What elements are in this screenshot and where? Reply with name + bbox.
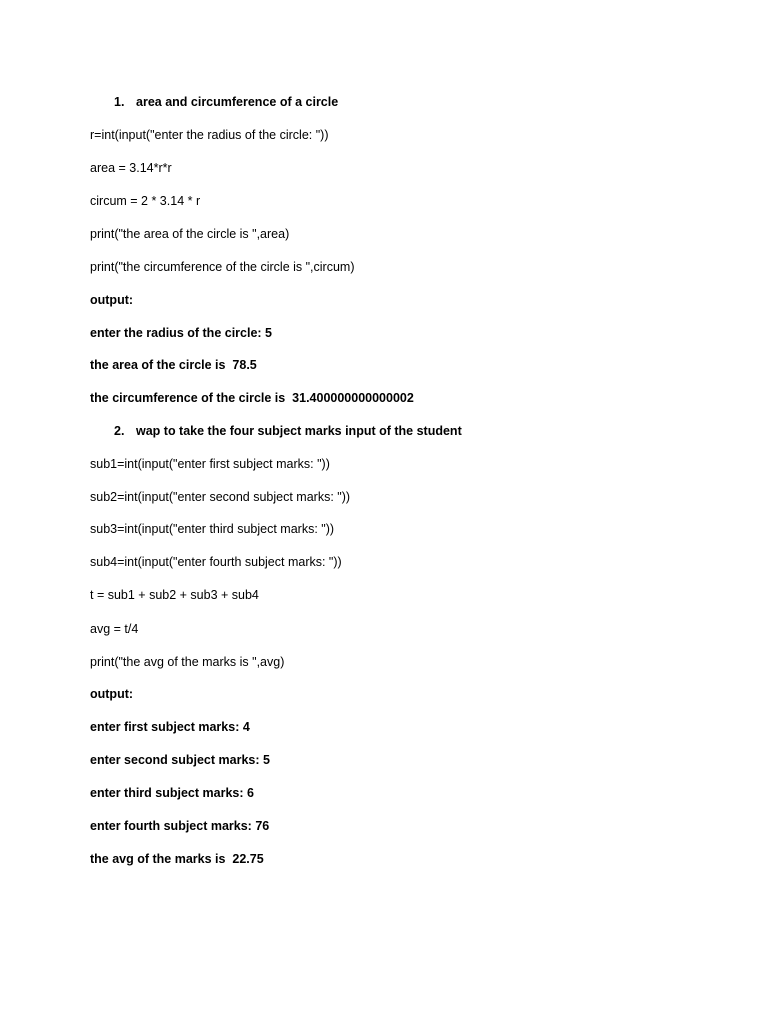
section-2-number: 2. [114,424,125,438]
output-line: enter second subject marks: 5 [90,753,270,767]
output-label: output: [90,293,134,307]
code-line: print("the area of the circle is ",area) [90,227,290,241]
code-line: print("the circumference of the circle is ",circum) [90,260,355,274]
code-line: sub4=int(input("enter fourth subject marks: ")) [90,555,342,569]
output-line: enter the radius of the circle: 5 [90,326,272,340]
output-line: enter first subject marks: 4 [90,720,250,734]
code-line: area = 3.14*r*r [90,161,172,175]
code-line: circum = 2 * 3.14 * r [90,194,201,208]
code-line: avg = t/4 [90,622,139,636]
output-line: the circumference of the circle is 31.400000000000002 [90,391,414,405]
output-line: enter third subject marks: 6 [90,786,254,800]
code-line: t = sub1 + sub2 + sub3 + sub4 [90,588,259,602]
output-line: enter fourth subject marks: 76 [90,819,270,833]
code-line: sub3=int(input("enter third subject marks: ")) [90,522,335,536]
code-line: r=int(input("enter the radius of the circle: ")) [90,128,329,142]
section-1-number: 1. [114,95,125,109]
output-label: output: [90,687,134,701]
code-line: print("the avg of the marks is ",avg) [90,655,285,669]
output-line: the area of the circle is 78.5 [90,358,257,372]
section-2-title: wap to take the four subject marks input of the student [136,424,462,438]
code-line: sub2=int(input("enter second subject marks: ")) [90,490,351,504]
code-line: sub1=int(input("enter first subject marks: ")) [90,457,330,471]
output-line: the avg of the marks is 22.75 [90,852,264,866]
section-1-title: area and circumference of a circle [136,95,339,109]
